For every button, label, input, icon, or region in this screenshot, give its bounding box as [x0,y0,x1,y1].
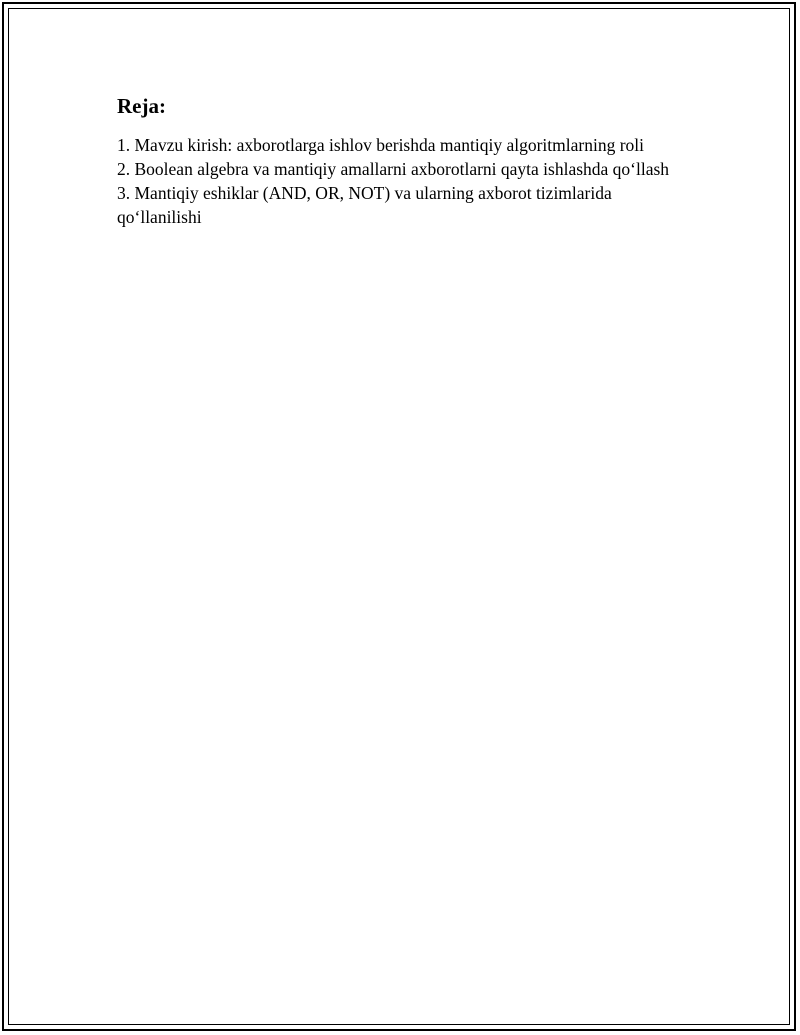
document-body [117,93,687,229]
plan-heading: Reja: [117,94,166,118]
plan-item-2: 2. Boolean algebra va mantiqiy amallarni axborotlarni qayta ishlashda qo‘llash [117,159,670,179]
plan-item-1: 1. Mavzu kirish: axborotlarga ishlov berishda mantiqiy algoritmlarning roli [117,135,645,155]
plan-list [117,133,687,229]
plan-item-3: 3. Mantiqiy eshiklar (AND, OR, NOT) va ularning axborot tizimlarida qo‘llanilishi [117,183,612,227]
